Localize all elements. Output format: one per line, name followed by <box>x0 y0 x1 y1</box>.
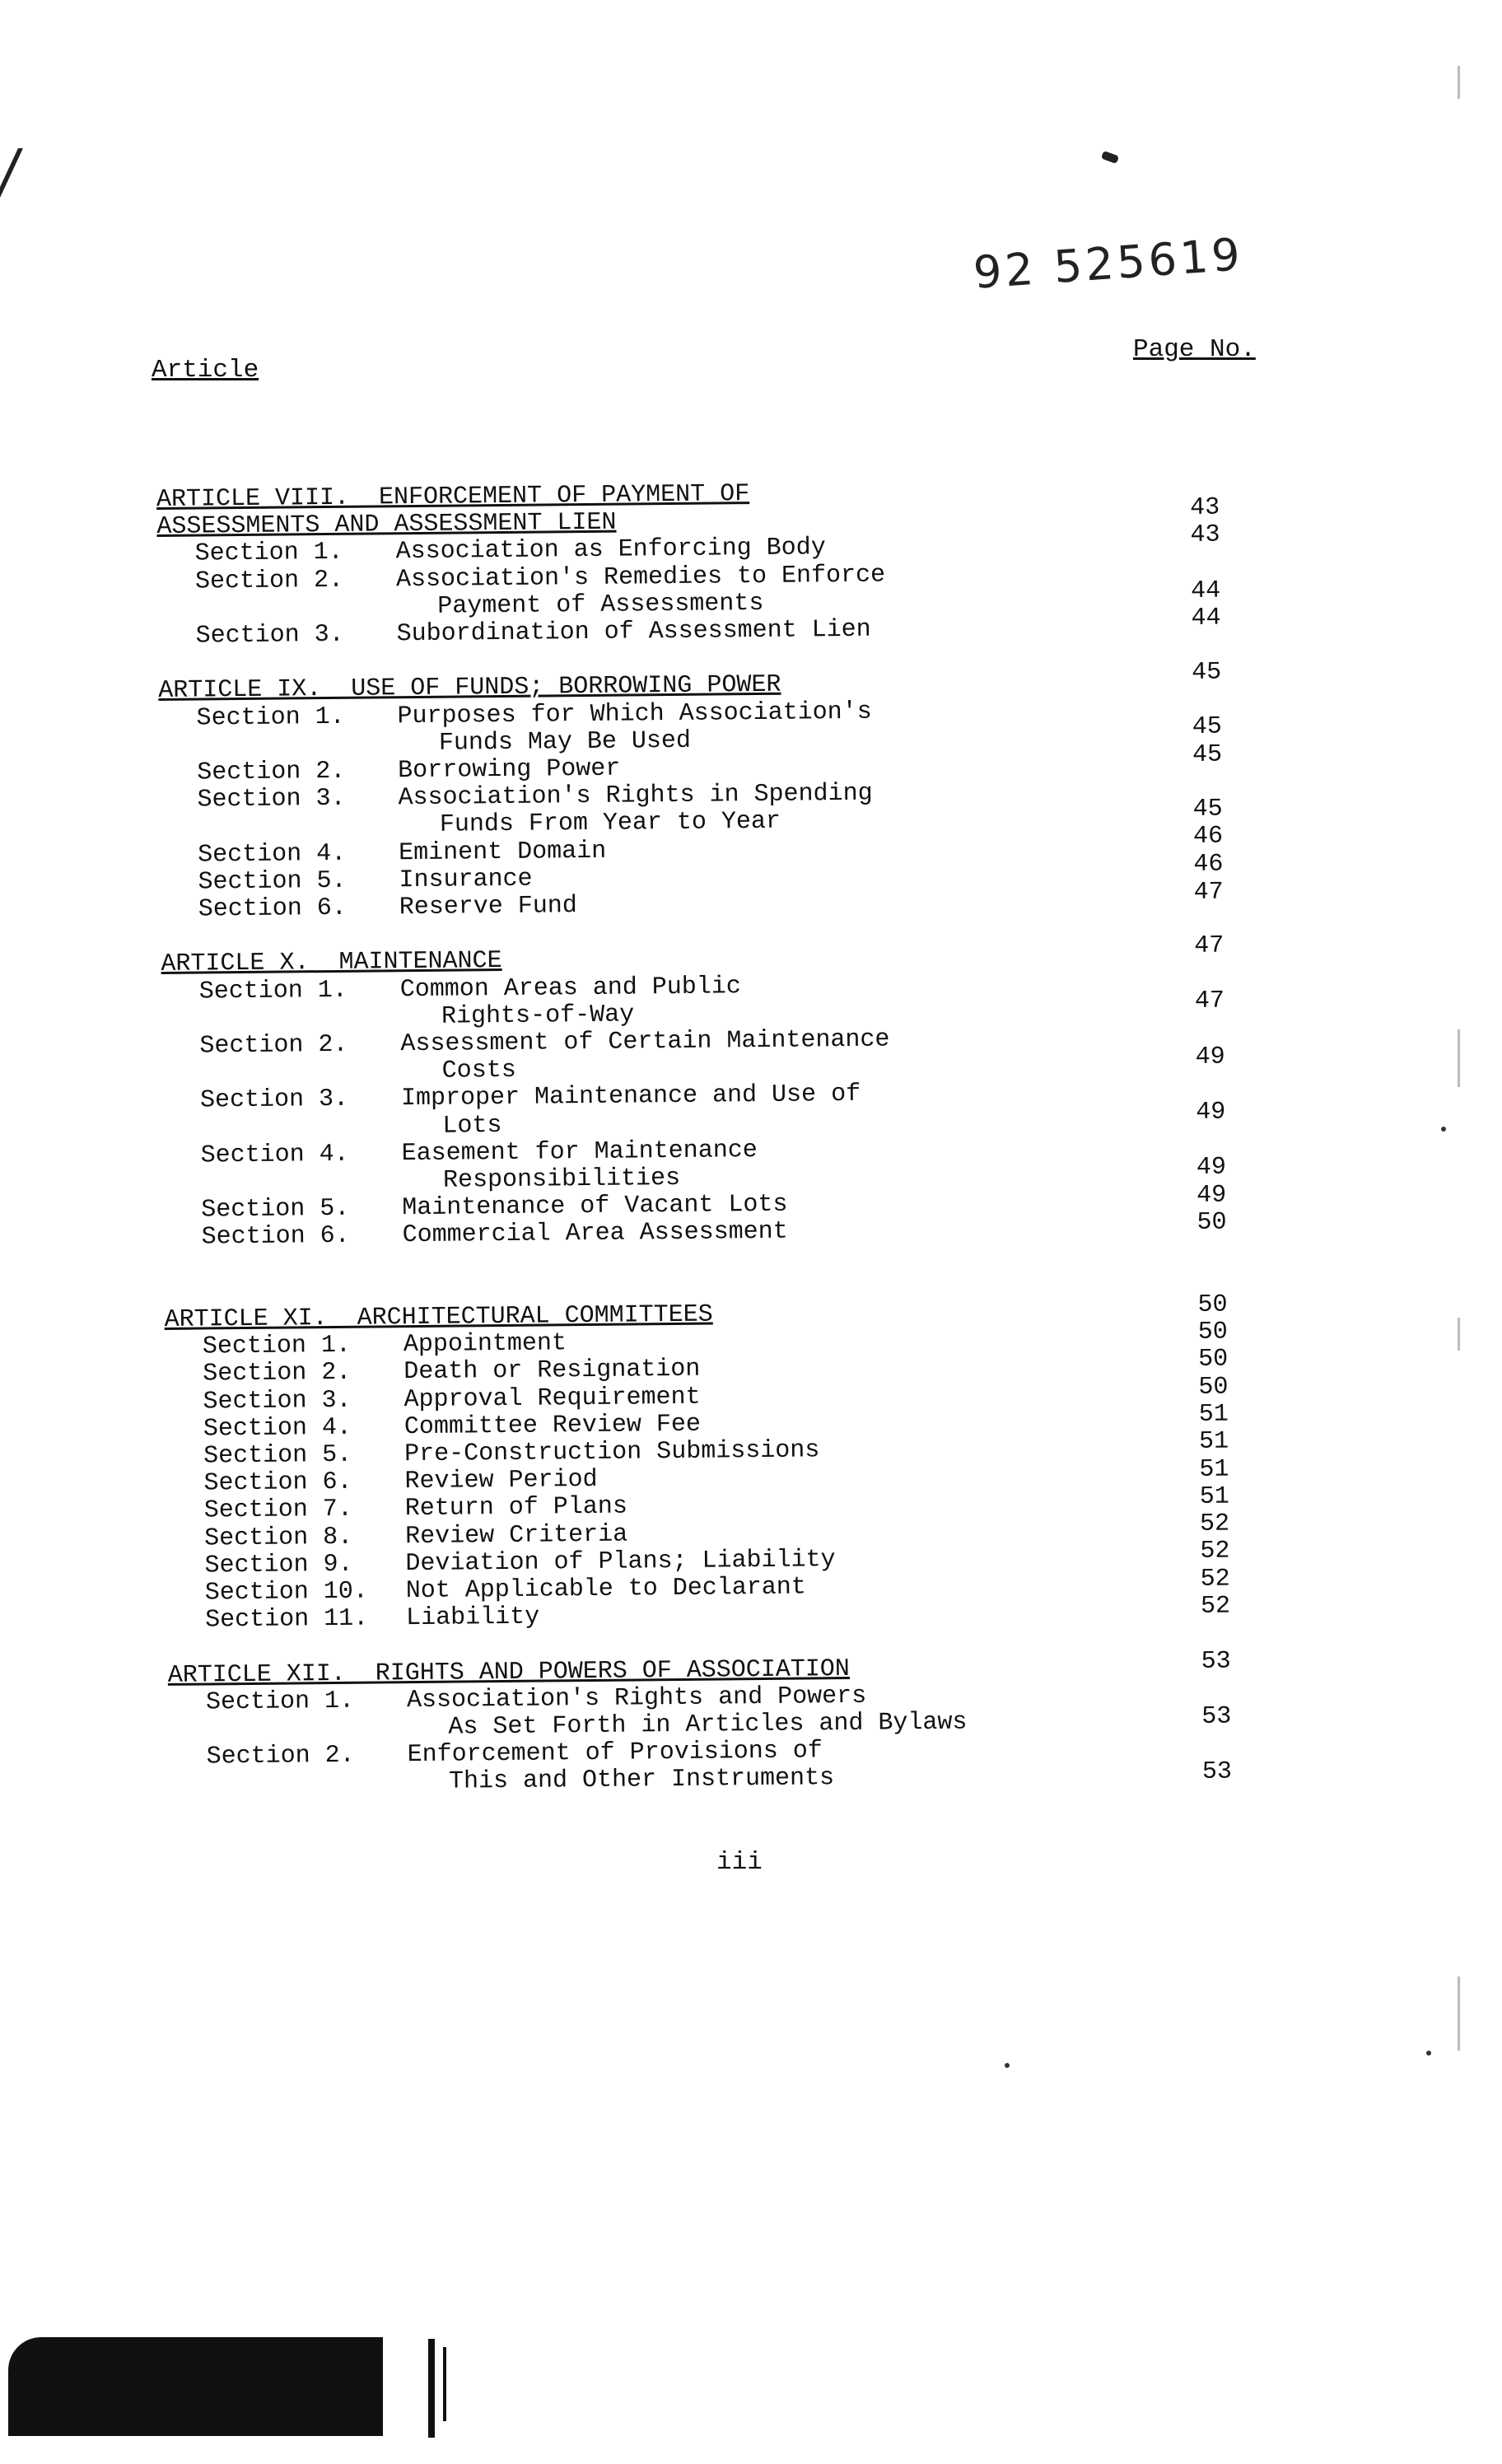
section-title: Payment of Assessments <box>437 589 764 621</box>
section-label: Section 6. <box>198 894 348 924</box>
page-number: 52 <box>1200 1537 1230 1566</box>
section-label: Section 4. <box>200 1140 349 1170</box>
document-number: 92 525619 <box>972 228 1245 299</box>
section-title: Association's Rights in Spending <box>398 779 873 813</box>
section-title: Lots <box>442 1111 502 1141</box>
page-number: 49 <box>1196 1153 1227 1182</box>
page-number: 44 <box>1191 604 1221 632</box>
page-number: 50 <box>1197 1318 1229 1346</box>
page-number: 53 <box>1201 1757 1233 1786</box>
article-heading: ARTICLE XI. ARCHITECTURAL COMMITTEES <box>164 1300 713 1334</box>
section-title: Not Applicable to Declarant <box>405 1573 807 1606</box>
page-number: 50 <box>1198 1373 1229 1402</box>
page-number: 46 <box>1192 822 1224 851</box>
article-heading: ARTICLE XII. RIGHTS AND POWERS OF ASSOCIATION <box>167 1654 851 1690</box>
section-title: Deviation of Plans; Liability <box>405 1545 836 1578</box>
section-label: Section 1. <box>196 702 345 733</box>
section-title: Funds From Year to Year <box>439 808 781 840</box>
section-title: Subordination of Assessment Lien <box>396 615 871 649</box>
section-title: Common Areas and Public <box>399 972 742 1004</box>
page-number: 47 <box>1194 931 1224 960</box>
section-title: Approval Requirement <box>403 1383 701 1414</box>
page-number: 49 <box>1195 1043 1225 1071</box>
section-label: Section 3. <box>195 620 344 651</box>
section-label: Section 1. <box>198 976 348 1006</box>
article-heading: ARTICLE X. MAINTENANCE <box>161 947 502 979</box>
section-title: Responsibilities <box>442 1164 681 1195</box>
page-number: 51 <box>1199 1482 1229 1511</box>
section-label: Section 1. <box>205 1687 355 1717</box>
page-number: 50 <box>1197 1290 1228 1319</box>
page-number: 51 <box>1198 1427 1229 1456</box>
section-title: Pre-Construction Submissions <box>404 1436 820 1469</box>
section-title: Association's Rights and Powers <box>406 1682 867 1715</box>
section-title: Improper Maintenance and Use of <box>400 1080 861 1113</box>
page-number: 44 <box>1191 576 1221 605</box>
section-label: Section 2. <box>206 1741 355 1771</box>
page-number: 52 <box>1199 1510 1230 1538</box>
page-number: 45 <box>1191 658 1222 687</box>
section-label: Section 8. <box>204 1523 353 1553</box>
section-label: Section 3. <box>199 1085 349 1115</box>
page-number: 50 <box>1197 1345 1229 1374</box>
page-number: 46 <box>1193 850 1224 879</box>
page-number: 49 <box>1196 1098 1226 1127</box>
section-label: Section 4. <box>198 839 347 870</box>
section-title: Funds May Be Used <box>438 726 692 758</box>
section-title: Enforcement of Provisions of <box>407 1737 823 1770</box>
section-label: Section 5. <box>201 1194 350 1225</box>
section-title: Borrowing Power <box>398 754 621 786</box>
page-number: 51 <box>1199 1455 1229 1484</box>
page-number: 47 <box>1194 987 1225 1015</box>
section-label: Section 2. <box>199 1030 348 1061</box>
scan-tick <box>1458 66 1460 99</box>
scan-tick <box>1458 1976 1460 2051</box>
section-title: Insurance <box>399 865 533 894</box>
scan-speck <box>1426 2051 1431 2056</box>
article-heading: ARTICLE VIII. ENFORCEMENT OF PAYMENT OF <box>156 480 750 514</box>
page-folio: iii <box>716 1848 763 1877</box>
section-title: Purposes for Which Association's <box>397 698 872 730</box>
section-title: This and Other Instruments <box>448 1764 835 1797</box>
section-title: Review Period <box>404 1466 598 1496</box>
section-title: Appointment <box>403 1329 567 1360</box>
section-title: Association as Enforcing Body <box>395 534 826 567</box>
section-label: Section 9. <box>204 1550 353 1580</box>
section-label: Section 5. <box>198 866 347 897</box>
article-column-header: Article <box>152 356 259 385</box>
section-label: Section 11. <box>204 1604 369 1635</box>
page-number: 43 <box>1190 493 1220 522</box>
scan-edge-mark <box>428 2339 435 2438</box>
scan-edge-bar <box>8 2337 383 2436</box>
section-label: Section 7. <box>203 1496 353 1525</box>
section-title: Return of Plans <box>404 1492 628 1524</box>
section-title: Liability <box>405 1603 540 1633</box>
section-label: Section 10. <box>204 1577 369 1608</box>
page-number: 47 <box>1193 878 1224 907</box>
section-title: Committee Review Fee <box>403 1410 702 1441</box>
scan-edge-mark <box>443 2347 446 2421</box>
article-heading: ARTICLE IX. USE OF FUNDS; BORROWING POWER <box>158 671 781 706</box>
page-number: 49 <box>1196 1181 1227 1210</box>
scan-speck <box>1441 1127 1446 1132</box>
scan-tick <box>1458 1318 1460 1351</box>
section-title: Reserve Fund <box>399 892 578 922</box>
page-number: 43 <box>1190 520 1220 549</box>
section-title: Easement for Maintenance <box>401 1136 758 1168</box>
section-title: Association's Remedies to Enforce <box>395 561 886 594</box>
section-label: Section 2. <box>194 566 344 596</box>
section-title: Commercial Area Assessment <box>402 1218 788 1250</box>
section-label: Section 6. <box>201 1222 350 1252</box>
page-number: 45 <box>1192 740 1223 769</box>
page-number: 45 <box>1192 712 1222 741</box>
page-number: 53 <box>1201 1647 1231 1676</box>
section-label: Section 2. <box>197 757 346 787</box>
section-label: Section 3. <box>203 1386 352 1416</box>
page-number: 51 <box>1198 1400 1229 1429</box>
page-number: 52 <box>1200 1565 1230 1594</box>
section-title: Eminent Domain <box>399 837 607 867</box>
section-title: Death or Resignation <box>403 1356 701 1387</box>
section-label: Section 1. <box>194 539 343 568</box>
page-number: 53 <box>1201 1702 1232 1731</box>
scan-speck <box>1005 2063 1010 2068</box>
section-label: Section 4. <box>203 1413 352 1444</box>
section-title: As Set Forth in Articles and Bylaws <box>448 1708 968 1742</box>
section-label: Section 3. <box>197 785 346 814</box>
section-title: Rights-of-Way <box>441 1001 635 1031</box>
section-label: Section 1. <box>202 1331 352 1361</box>
article-heading: ASSESSMENTS AND ASSESSMENT LIEN <box>156 508 617 542</box>
section-title: Costs <box>441 1057 516 1085</box>
section-title: Review Criteria <box>405 1520 628 1551</box>
section-label: Section 6. <box>203 1468 352 1498</box>
section-label: Section 5. <box>203 1440 352 1471</box>
scan-tick <box>1458 1029 1460 1087</box>
page-number: 52 <box>1200 1592 1231 1621</box>
section-title: Maintenance of Vacant Lots <box>402 1190 788 1223</box>
page-number: 50 <box>1196 1208 1227 1237</box>
page-number: 45 <box>1192 795 1223 824</box>
section-title: Assessment of Certain Maintenance <box>400 1025 890 1059</box>
section-label: Section 2. <box>203 1359 352 1388</box>
page-column-header: Page No. <box>1133 335 1256 364</box>
